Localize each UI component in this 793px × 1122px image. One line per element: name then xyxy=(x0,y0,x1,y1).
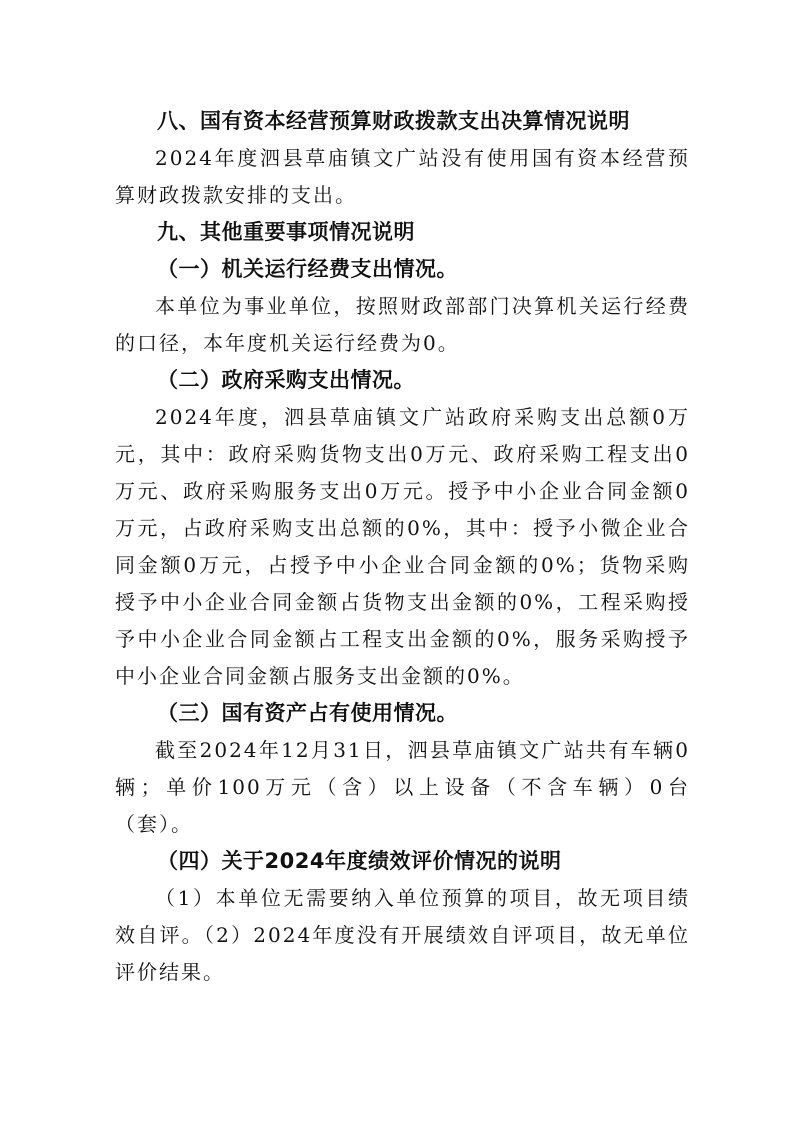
subsection-3-heading: （三）国有资产占有使用情况。 xyxy=(157,701,458,725)
subsection-3-body: 截至2024年12月31日，泗县草庙镇文广站共有车辆0辆；单价100万元（含）以上设备（不含车辆）0台（套）。 xyxy=(115,738,690,836)
section-9-heading: 九、其他重要事项情况说明 xyxy=(157,220,415,244)
subsection-2-heading: （二）政府采购支出情况。 xyxy=(157,368,415,392)
document-content xyxy=(115,103,690,991)
section-8-body: 2024年度泗县草庙镇文广站没有使用国有资本经营预算财政拨款安排的支出。 xyxy=(115,146,690,207)
subsection-4-heading: （四）关于2024年度绩效评价情况的说明 xyxy=(157,849,562,873)
subsection-4-body: （1）本单位无需要纳入单位预算的项目，故无项目绩效自评。（2）2024年度没有开展绩效自评项目，故无单位评价结果。 xyxy=(115,886,690,984)
subsection-1-body: 本单位为事业单位，按照财政部部门决算机关运行经费的口径，本年度机关运行经费为0。 xyxy=(115,294,690,355)
subsection-2-body: 2024年度，泗县草庙镇文广站政府采购支出总额0万元，其中：政府采购货物支出0万元、政府采购工程支出0万元、政府采购服务支出0万元。授予中小企业合同金额0万元，占政府采购支出总额的0%，其中：授予小微企业合同金额0万元，占授予中小企业合同金额的0%；货物采购授予中小企业合同金额占货物支出金额的0%，工程采购授予中小企业合同金额占工程支出金额的0%，服务采购授予中小企业合同金额占服务支出金额的0%。 xyxy=(115,405,690,688)
section-8-heading: 八、国有资本经营预算财政拨款支出决算情况说明 xyxy=(157,109,630,133)
subsection-1-heading: （一）机关运行经费支出情况。 xyxy=(157,257,458,281)
